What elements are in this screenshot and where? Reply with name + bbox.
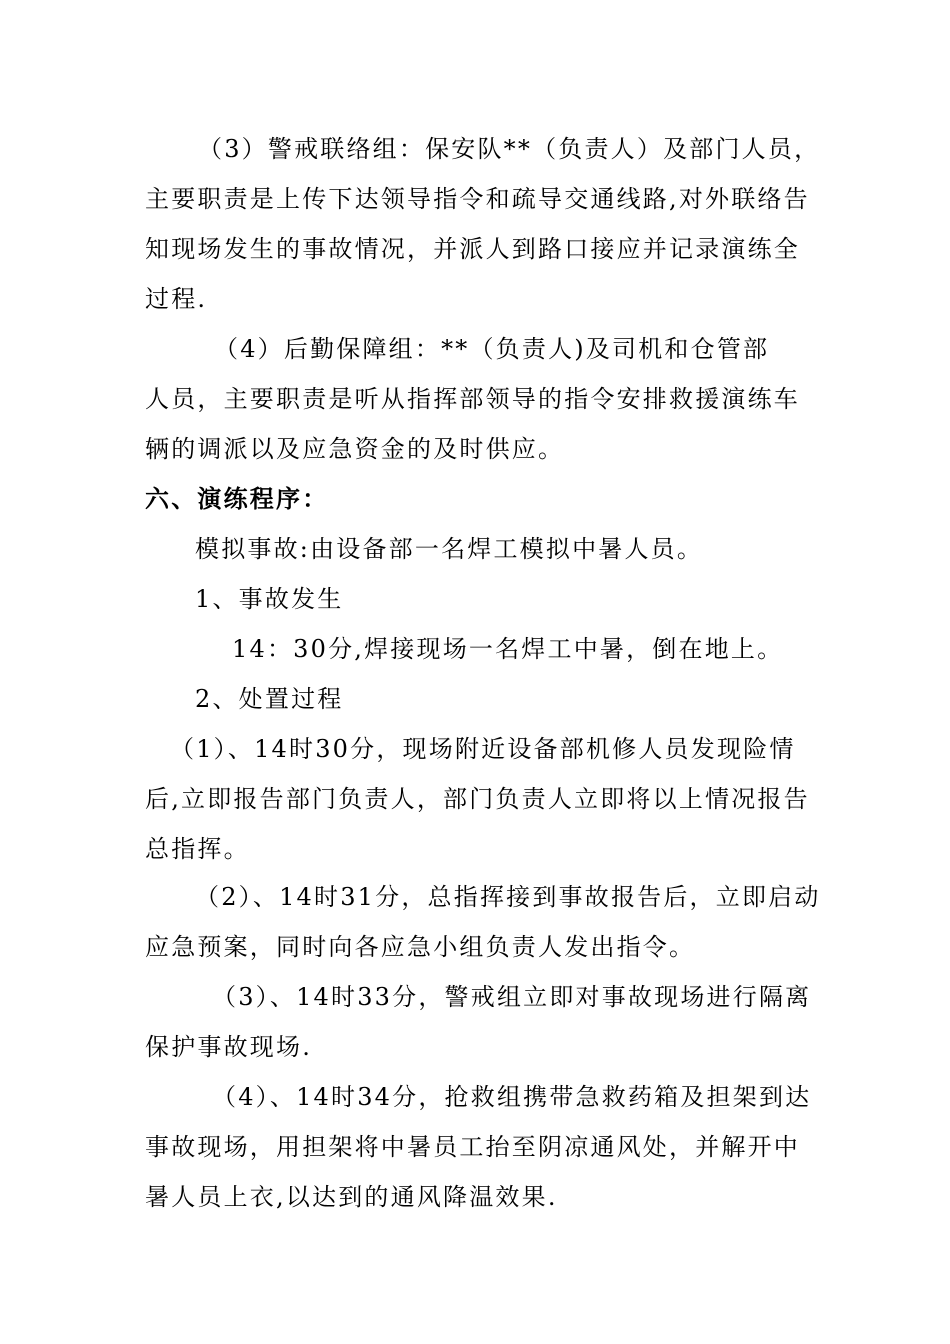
paragraph-line: （4）、14时34分，抢救组携带急救药箱及担架到达 — [212, 1083, 812, 1111]
list-item-heading: 2、处置过程 — [195, 685, 344, 713]
paragraph-line: （1）、14时30分，现场附近设备部机修人员发现险情 — [170, 735, 796, 763]
paragraph-line: （3）、14时33分，警戒组立即对事故现场进行隔离 — [212, 983, 812, 1011]
paragraph-line: 应急预案，同时向各应急小组负责人发出指令。 — [145, 933, 696, 961]
paragraph-line: （2）、14时31分，总指挥接到事故报告后，立即启动 — [195, 883, 821, 911]
paragraph-line: 模拟事故:由设备部一名焊工模拟中暑人员。 — [195, 535, 704, 563]
paragraph-line: （3）警戒联络组：保安队**（负责人）及部门人员， — [198, 135, 821, 163]
paragraph-line: 总指挥。 — [145, 835, 250, 863]
list-item-heading: 1、事故发生 — [195, 585, 344, 613]
paragraph-line: 事故现场，用担架将中暑员工抬至阴凉通风处，并解开中 — [145, 1133, 800, 1161]
paragraph-line: 主要职责是上传下达领导指令和疏导交通线路,对外联络告 — [145, 185, 810, 213]
paragraph-line: 辆的调派以及应急资金的及时供应。 — [145, 435, 565, 463]
section-heading: 六、演练程序： — [145, 484, 329, 513]
paragraph-line: 知现场发生的事故情况，并派人到路口接应并记录演练全 — [145, 235, 800, 263]
paragraph-line: 人员，主要职责是听从指挥部领导的指令安排救援演练车 — [145, 385, 800, 413]
paragraph-line: 保护事故现场. — [145, 1033, 313, 1061]
paragraph-line: 过程. — [145, 285, 208, 313]
paragraph-line: 14：30分,焊接现场一名焊工中暑，倒在地上。 — [232, 635, 784, 663]
paragraph-line: （4）后勤保障组：**（负责人)及司机和仓管部 — [214, 335, 770, 363]
paragraph-line: 后,立即报告部门负责人，部门负责人立即将以上情况报告 — [145, 785, 810, 813]
paragraph-line: 暑人员上衣,以达到的通风降温效果. — [145, 1183, 558, 1211]
